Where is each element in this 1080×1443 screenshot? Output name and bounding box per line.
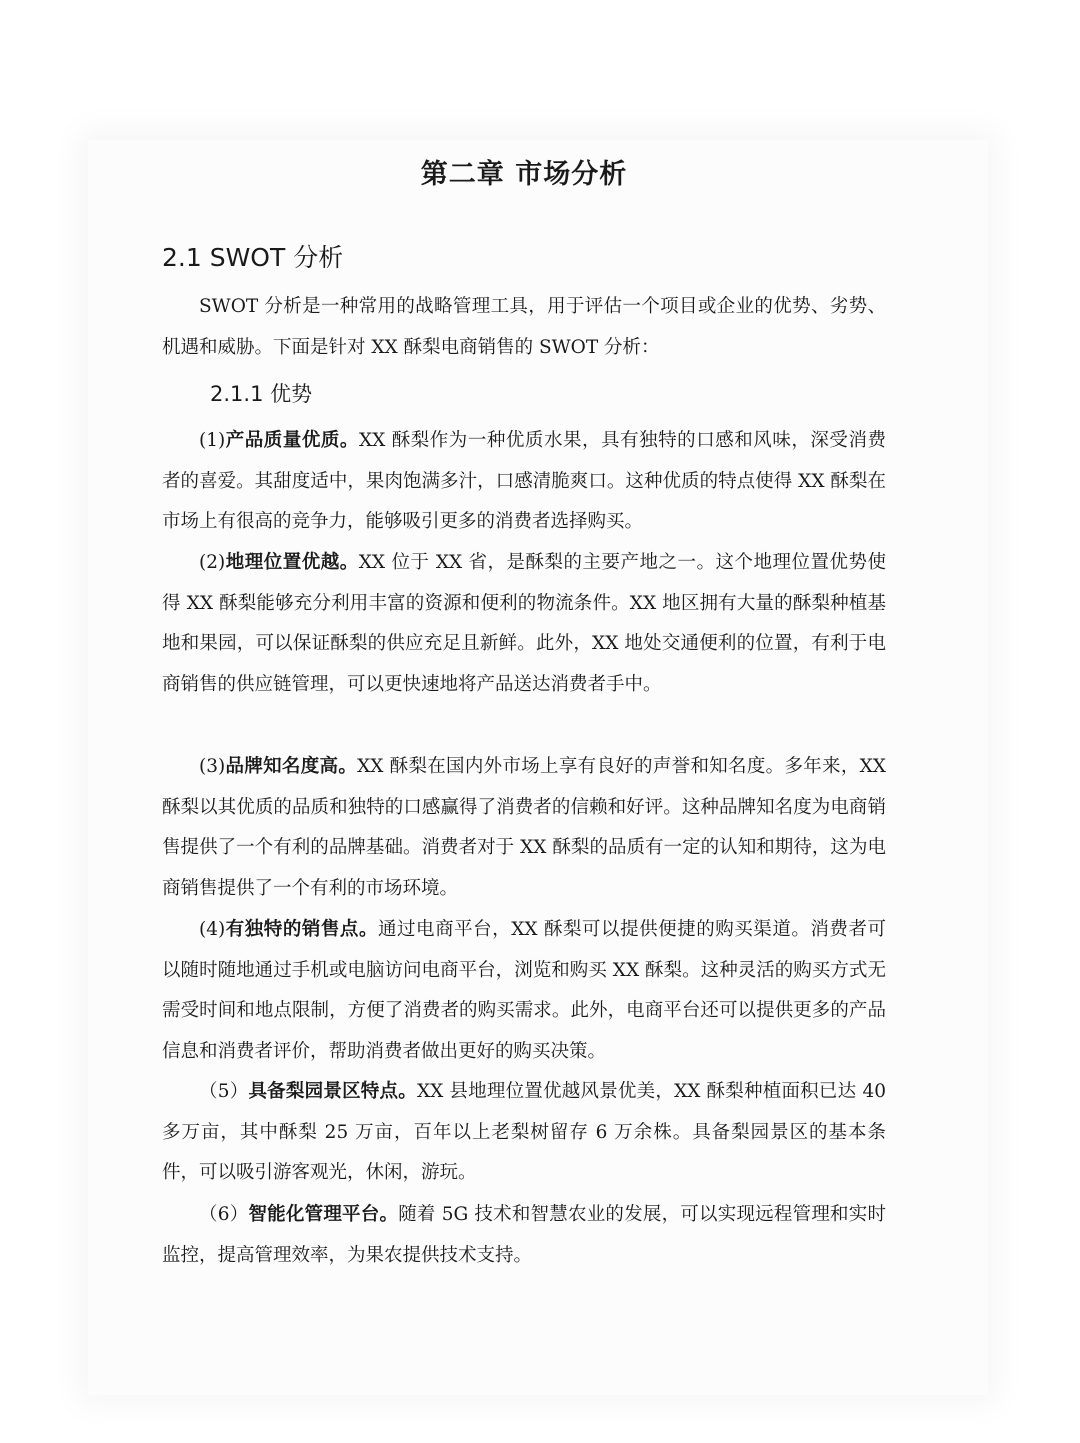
item-heading: 有独特的销售点。 bbox=[225, 919, 378, 940]
strength-item-6 bbox=[162, 1195, 886, 1276]
item-number: （5） bbox=[199, 1081, 249, 1102]
strength-item-5 bbox=[162, 1072, 886, 1194]
strength-item-1 bbox=[162, 421, 886, 543]
item-body: XX 县地理位置优越风景优美，XX 酥梨种植面积已达 40 多万亩，其中酥梨 25 万亩，百年以上老梨树留存 6 万余株。具备梨园景区的基本条件，可以吸引游客观光，休闲，游玩。 bbox=[162, 1081, 886, 1184]
item-number: (1) bbox=[199, 430, 226, 451]
item-heading: 具备梨园景区特点。 bbox=[248, 1081, 417, 1102]
chapter-title: 第二章 市场分析 bbox=[420, 159, 628, 190]
subsection-title: 2.1.1 优势 bbox=[210, 382, 313, 406]
item-body: XX 酥梨在国内外市场上享有良好的声誉和知名度。多年来，XX 酥梨以其优质的品质和独特的口感赢得了消费者的信赖和好评。这种品牌知名度为电商销售提供了一个有利的品牌基础。消费者对于 XX 酥梨的品质有一定的认知和期待，这为电商销售提供了一个有利的市场环境。 bbox=[162, 756, 886, 900]
section-title: 2.1 SWOT 分析 bbox=[162, 243, 344, 272]
item-number: (4) bbox=[199, 919, 226, 940]
item-number: (2) bbox=[199, 552, 226, 573]
strength-item-3 bbox=[162, 747, 886, 910]
strength-item-4 bbox=[162, 910, 886, 1073]
item-heading: 地理位置优越。 bbox=[225, 552, 359, 573]
item-heading: 产品质量优质。 bbox=[225, 430, 359, 451]
item-heading: 品牌知名度高。 bbox=[225, 756, 358, 777]
item-number: (3) bbox=[199, 756, 226, 777]
item-body: 通过电商平台，XX 酥梨可以提供便捷的购买渠道。消费者可以随时随地通过手机或电脑访问电商平台，浏览和购买 XX 酥梨。这种灵活的购买方式无需受时间和地点限制，方便了消费者的购买需求。此外，电商平台还可以提供更多的产品信息和消费者评价，帮助消费者做出更好的购买决策。 bbox=[162, 919, 886, 1063]
item-heading: 智能化管理平台。 bbox=[248, 1204, 399, 1225]
item-body: XX 位于 XX 省，是酥梨的主要产地之一。这个地理位置优势使得 XX 酥梨能够充分利用丰富的资源和便利的物流条件。XX 地区拥有大量的酥梨种植基地和果园，可以保证酥梨的供应充足且新鲜。此外，XX 地处交通便利的位置，有利于电商销售的供应链管理，可以更快速地将产品送达消费者手中。 bbox=[162, 552, 886, 696]
strength-item-2 bbox=[162, 543, 886, 706]
item-number: （6） bbox=[199, 1204, 249, 1225]
intro-paragraph: SWOT 分析是一种常用的战略管理工具，用于评估一个项目或企业的优势、劣势、机遇和威胁。下面是针对 XX 酥梨电商销售的 SWOT 分析： bbox=[162, 296, 886, 358]
item-body: XX 酥梨作为一种优质水果，具有独特的口感和风味，深受消费者的喜爱。其甜度适中，果肉饱满多汁，口感清脆爽口。这种优质的特点使得 XX 酥梨在市场上有很高的竞争力，能够吸引更多的消费者选择购买。 bbox=[162, 430, 886, 533]
item-body: 随着 5G 技术和智慧农业的发展，可以实现远程管理和实时监控，提高管理效率，为果农提供技术支持。 bbox=[162, 1204, 886, 1266]
